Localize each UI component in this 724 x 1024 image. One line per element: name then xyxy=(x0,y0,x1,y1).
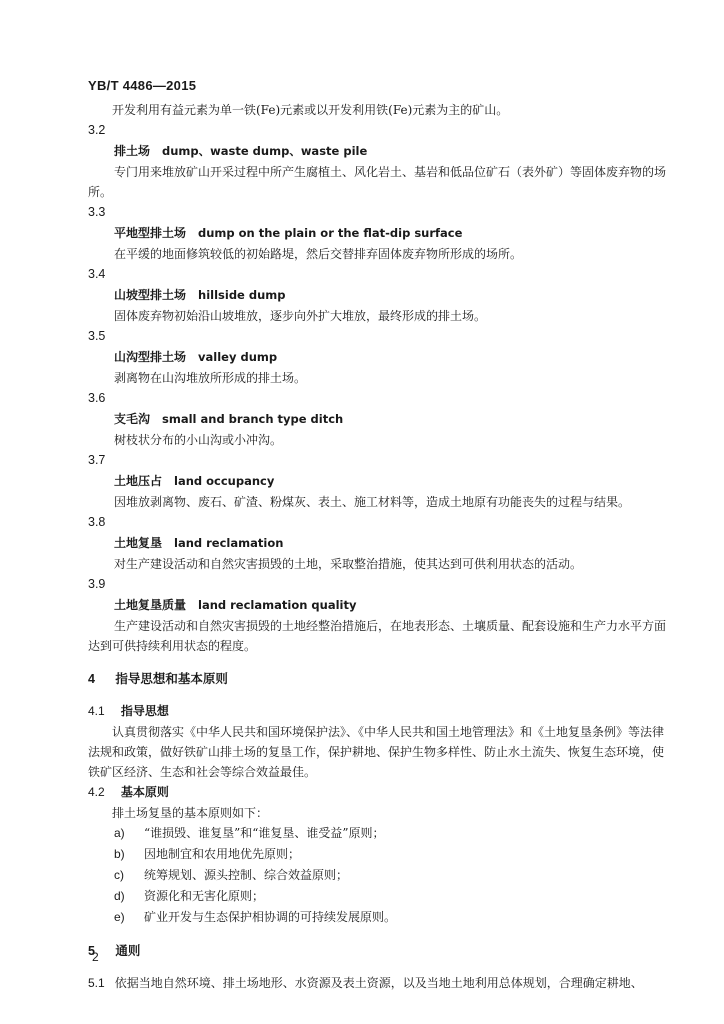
term-definition: 固体废弃物初始沿山坡堆放，逐步向外扩大堆放，最终形成的排土场。 xyxy=(114,309,487,323)
list-item xyxy=(114,844,668,865)
term-heading xyxy=(88,409,668,430)
list-item xyxy=(114,823,668,844)
list-item-text: 矿业开发与生态保护相协调的可持续发展原则。 xyxy=(144,910,397,924)
list-item-label: b) xyxy=(114,847,125,861)
term-number: 3.6 xyxy=(88,391,106,405)
section-number: 5 xyxy=(88,944,95,958)
term-definition: 树枝状分布的小山沟或小冲沟。 xyxy=(114,433,283,447)
list-item-text: 统筹规划、源头控制、综合效益原则； xyxy=(144,868,349,882)
list-item-label: e) xyxy=(114,910,125,924)
term-number: 3.3 xyxy=(88,205,106,219)
term-definition: 专门用来堆放矿山开采过程中所产生腐植土、风化岩土、基岩和低品位矿石（表外矿）等固体废弃物的场所。 xyxy=(88,165,667,199)
section-5-heading xyxy=(88,940,668,961)
term-chinese: 排土场 xyxy=(114,144,151,158)
term-definition: 因堆放剥离物、废石、矿渣、粉煤灰、表土、施工材料等，造成土地原有功能丧失的过程与结果。 xyxy=(114,495,631,509)
subsection-title: 基本原则 xyxy=(120,785,169,799)
term-english: valley dump xyxy=(198,350,278,364)
subsection-4-1-text: 认真贯彻落实《中华人民共和国环境保护法》、《中华人民共和国土地管理法》和《土地复垦条例》等法律法规和政策，做好铁矿山排土场的复垦工作，保护耕地、保护生物多样性、防止水土流失、恢复生态环境，使铁矿区经济、生态和社会等综合效益最佳。 xyxy=(88,725,665,779)
document-body xyxy=(88,100,668,993)
list-item xyxy=(114,865,668,886)
term-number: 3.5 xyxy=(88,329,106,343)
term-chinese: 平地型排土场 xyxy=(114,226,187,240)
term-chinese: 山沟型排土场 xyxy=(114,350,187,364)
subsection-number: 5.1 xyxy=(88,976,105,990)
document-header: YB/T 4486—2015 xyxy=(88,78,197,93)
term-heading xyxy=(88,471,668,492)
term-english: hillside dump xyxy=(198,288,286,302)
subsection-4-2-intro: 排土场复垦的基本原则如下： xyxy=(112,806,269,820)
list-item-text: “谁损毁、谁复垦”和“谁复垦、谁受益”原则； xyxy=(144,826,385,840)
term-english: land reclamation xyxy=(174,536,284,550)
term-definition: 剥离物在山沟堆放所形成的排土场。 xyxy=(114,371,307,385)
list-item-text: 资源化和无害化原则； xyxy=(144,889,265,903)
subsection-5-1-text xyxy=(88,973,668,993)
list-item-text: 因地制宜和农用地优先原则； xyxy=(144,847,301,861)
section-number: 4 xyxy=(88,672,95,686)
term-chinese: 山坡型排土场 xyxy=(114,288,187,302)
term-english: small and branch type ditch xyxy=(162,412,344,426)
list-item xyxy=(114,907,668,928)
term-english: land occupancy xyxy=(174,474,275,488)
term-heading xyxy=(88,285,668,306)
term-definition: 生产建设活动和自然灾害损毁的土地经整治措施后，在地表形态、土壤质量、配套设施和生产力水平方面达到可供持续利用状态的程度。 xyxy=(88,619,667,653)
section-title: 指导思想和基本原则 xyxy=(115,671,228,686)
list-item-label: a) xyxy=(114,826,125,840)
term-english: land reclamation quality xyxy=(198,598,357,612)
term-heading xyxy=(88,141,668,162)
term-number: 3.9 xyxy=(88,577,106,591)
subsection-title: 指导思想 xyxy=(120,704,169,718)
term-heading xyxy=(88,223,668,244)
subsection-4-1-heading xyxy=(88,701,668,722)
term-heading xyxy=(88,595,668,616)
term-definition: 对生产建设活动和自然灾害损毁的土地，采取整治措施，使其达到可供利用状态的活动。 xyxy=(114,557,583,571)
principles-list xyxy=(88,823,668,928)
intro-line: 开发利用有益元素为单一铁(Fe)元素或以开发利用铁(Fe)元素为主的矿山。 xyxy=(112,103,509,117)
list-item xyxy=(114,886,668,907)
section-4-heading xyxy=(88,668,668,689)
term-number: 3.7 xyxy=(88,453,106,467)
term-chinese: 支毛沟 xyxy=(114,412,151,426)
terms-list xyxy=(88,120,668,656)
subsection-number: 4.2 xyxy=(88,785,105,799)
term-heading xyxy=(88,533,668,554)
term-number: 3.2 xyxy=(88,123,106,137)
list-item-label: c) xyxy=(114,868,124,882)
list-item-label: d) xyxy=(114,889,125,903)
page-number: 2 xyxy=(92,950,99,964)
section-title: 通则 xyxy=(115,943,141,958)
term-english: dump on the plain or the flat-dip surface xyxy=(198,226,463,240)
term-number: 3.8 xyxy=(88,515,106,529)
term-english: dump、waste dump、waste pile xyxy=(162,144,368,158)
term-definition: 在平缓的地面修筑较低的初始路堤，然后交替排弃固体废弃物所形成的场所。 xyxy=(114,247,523,261)
subsection-4-2-heading xyxy=(88,782,668,803)
term-chinese: 土地复垦 xyxy=(114,536,163,550)
subsection-number: 4.1 xyxy=(88,704,105,718)
subsection-text: 依据当地自然环境、排土场地形、水资源及表土资源，以及当地土地利用总体规划，合理确定耕地、 xyxy=(114,976,643,990)
term-number: 3.4 xyxy=(88,267,106,281)
term-chinese: 土地压占 xyxy=(114,474,163,488)
term-chinese: 土地复垦质量 xyxy=(114,598,187,612)
term-heading xyxy=(88,347,668,368)
